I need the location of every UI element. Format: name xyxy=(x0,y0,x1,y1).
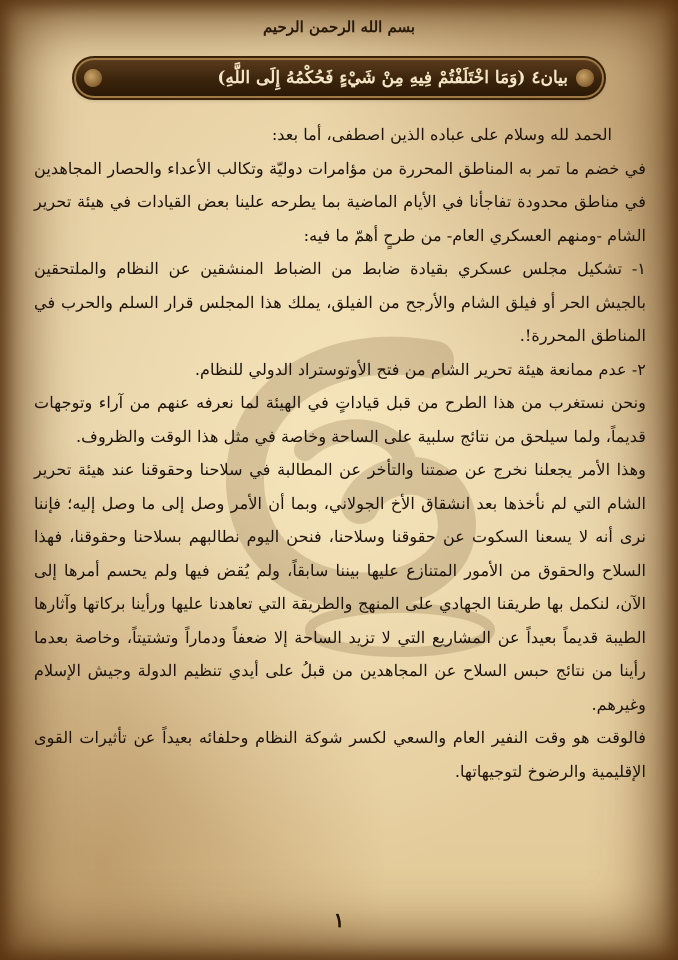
paragraph-intro: في خضم ما تمر به المناطق المحررة من مؤامرات دوليّة وتكالب الأعداء والحصار المجاهدين في مناطق محدودة تفاجأنا في الأيام الماضية بما يطرحه علينا بعض القيادات في هيئة تحرير الشام -ومنهم العسكري العام- من طرحٍ أهمّ ما فيه: xyxy=(34,158,646,245)
basmala-heading: بسم الله الرحمن الرحيم xyxy=(262,18,416,36)
title-banner xyxy=(76,60,602,96)
point-one: ١- تشكيل مجلس عسكري بقيادة ضابط من الضباط المنشقين عن النظام والملتحقين بالجيش الحر أو فيلق الشام والأرجح من الفيلق، يملك هذا المجلس قرار السلم والحرب في المناطق المحررة!. xyxy=(34,259,646,345)
point-two: ٢- عدم ممانعة هيئة تحرير الشام من فتح الأوتوستراد الدولي للنظام. xyxy=(194,359,646,379)
greeting-line: الحمد لله وسلام على عباده الذين اصطفى، أما بعد: xyxy=(271,125,612,144)
paragraph-reaction: ونحن نستغرب من هذا الطرح من قبل قياداتٍ في الهيئة لما نعرفه عنهم من آراء وتوجهات قديماً، ولما سيلحق من نتائج سلبية على الساحة وخاصة في مثل هذا الوقت والظروف. xyxy=(34,393,646,446)
statement-title: بيان٤ (وَمَا اخْتَلَفْتُمْ فِيهِ مِنْ شَيْءٍ فَحُكْمُهُ إِلَى اللَّهِ) xyxy=(217,68,568,88)
page-number: ١ xyxy=(333,908,345,932)
banner-right-ornament xyxy=(576,69,594,87)
banner-left-ornament xyxy=(84,69,102,87)
statement-body xyxy=(34,118,646,788)
paragraph-demands: وهذا الأمر يجعلنا نخرج عن صمتنا والتأخر عن المطالبة في سلاحنا وحقوقنا عند هيئة تحرير الشام التي لم نأخذها بعد انشقاق الأخ الجولاني، وبما أن الأمر وصل إلى ما وصل إليه؛ فإننا نرى أنه لا يسعنا السكوت عن حقوقنا وسلاحنا، فنحن اليوم نطالبهم بسلاحنا وحقوقنا، فهذا السلاح والحقوق من الأمور المتنازع عليها بيننا سابقاً، ولم يُقض فيها ولم يحسم أمرها إلى الآن، لنكمل بها طريقنا الجهادي على المنهج والطريقة التي تعاهدنا عليها ورأينا بركاتها وآثارها الطيبة قديماً بعيداً عن المشاريع التي لا تزيد الساحة إلا ضعفاً ودماراً وتشتيتاً، وخاصة بعدما رأينا من نتائج حبس السلاح عن المجاهدين من قبلُ على أيدي تنظيم الدولة وجيش الإسلام وغيرهم. xyxy=(34,460,646,714)
paragraph-conclusion: فالوقت هو وقت النفير العام والسعي لكسر شوكة النظام وحلفائه بعيداً عن تأثيرات القوى الإقليمية والرضوخ لتوجيهاتها. xyxy=(34,728,646,781)
